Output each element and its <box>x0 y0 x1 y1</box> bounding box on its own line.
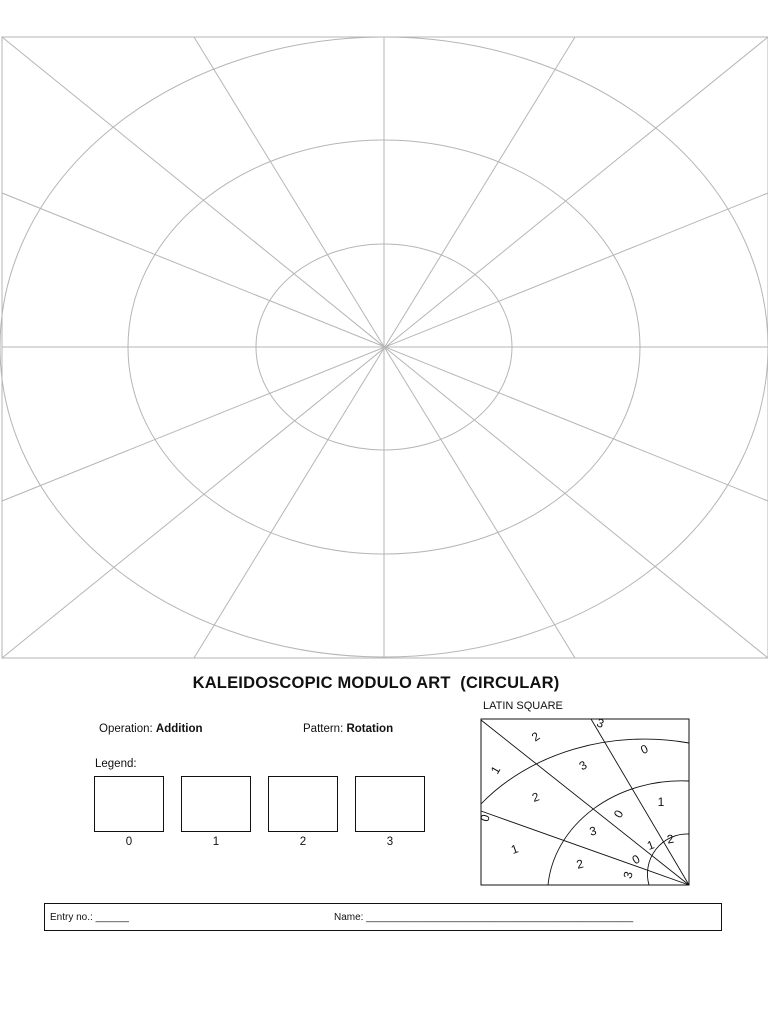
operation-value: Addition <box>155 723 203 735</box>
latin-cell: 3 <box>620 869 636 881</box>
entry-number-field[interactable]: Entry no.: ______ <box>50 912 129 923</box>
worksheet-title: KALEIDOSCOPIC MODULO ART (CIRCULAR) <box>192 674 560 692</box>
name-field[interactable]: Name: ________________________________________________ <box>334 912 634 923</box>
legend-value-2: 2 <box>299 836 307 848</box>
latin-cell: 3 <box>576 757 590 774</box>
latin-cell: 1 <box>487 763 504 777</box>
pattern-label: Pattern: <box>303 723 347 735</box>
pattern-line <box>303 723 393 735</box>
latin-cell: 3 <box>587 823 599 839</box>
legend-swatch-2[interactable] <box>268 776 338 832</box>
operation-label: Operation: <box>99 723 156 735</box>
legend-swatch-0[interactable] <box>94 776 164 832</box>
legend-swatch-1[interactable] <box>181 776 251 832</box>
latin-square-diagram <box>477 715 692 888</box>
legend-swatch-3[interactable] <box>355 776 425 832</box>
latin-cell: 2 <box>530 789 542 805</box>
legend-value-0: 0 <box>125 836 133 848</box>
latin-cell: 0 <box>610 807 627 821</box>
latin-cell: 3 <box>594 715 606 731</box>
legend-value-1: 1 <box>212 836 220 848</box>
legend-label: Legend: <box>95 758 137 770</box>
latin-cell: 0 <box>638 741 651 758</box>
latin-cell: 2 <box>574 856 586 872</box>
latin-cell: 1 <box>645 837 657 853</box>
latin-cell: 2 <box>665 831 675 847</box>
latin-cell: 0 <box>477 812 493 824</box>
latin-square-label: LATIN SQUARE <box>483 700 563 712</box>
latin-cell: 0 <box>629 851 643 868</box>
operation-line <box>99 723 203 735</box>
pattern-value: Rotation <box>346 723 394 735</box>
latin-cell: 1 <box>657 795 665 809</box>
legend-value-3: 3 <box>386 836 394 848</box>
latin-cell: 1 <box>509 841 521 857</box>
latin-cell: 2 <box>528 729 543 745</box>
